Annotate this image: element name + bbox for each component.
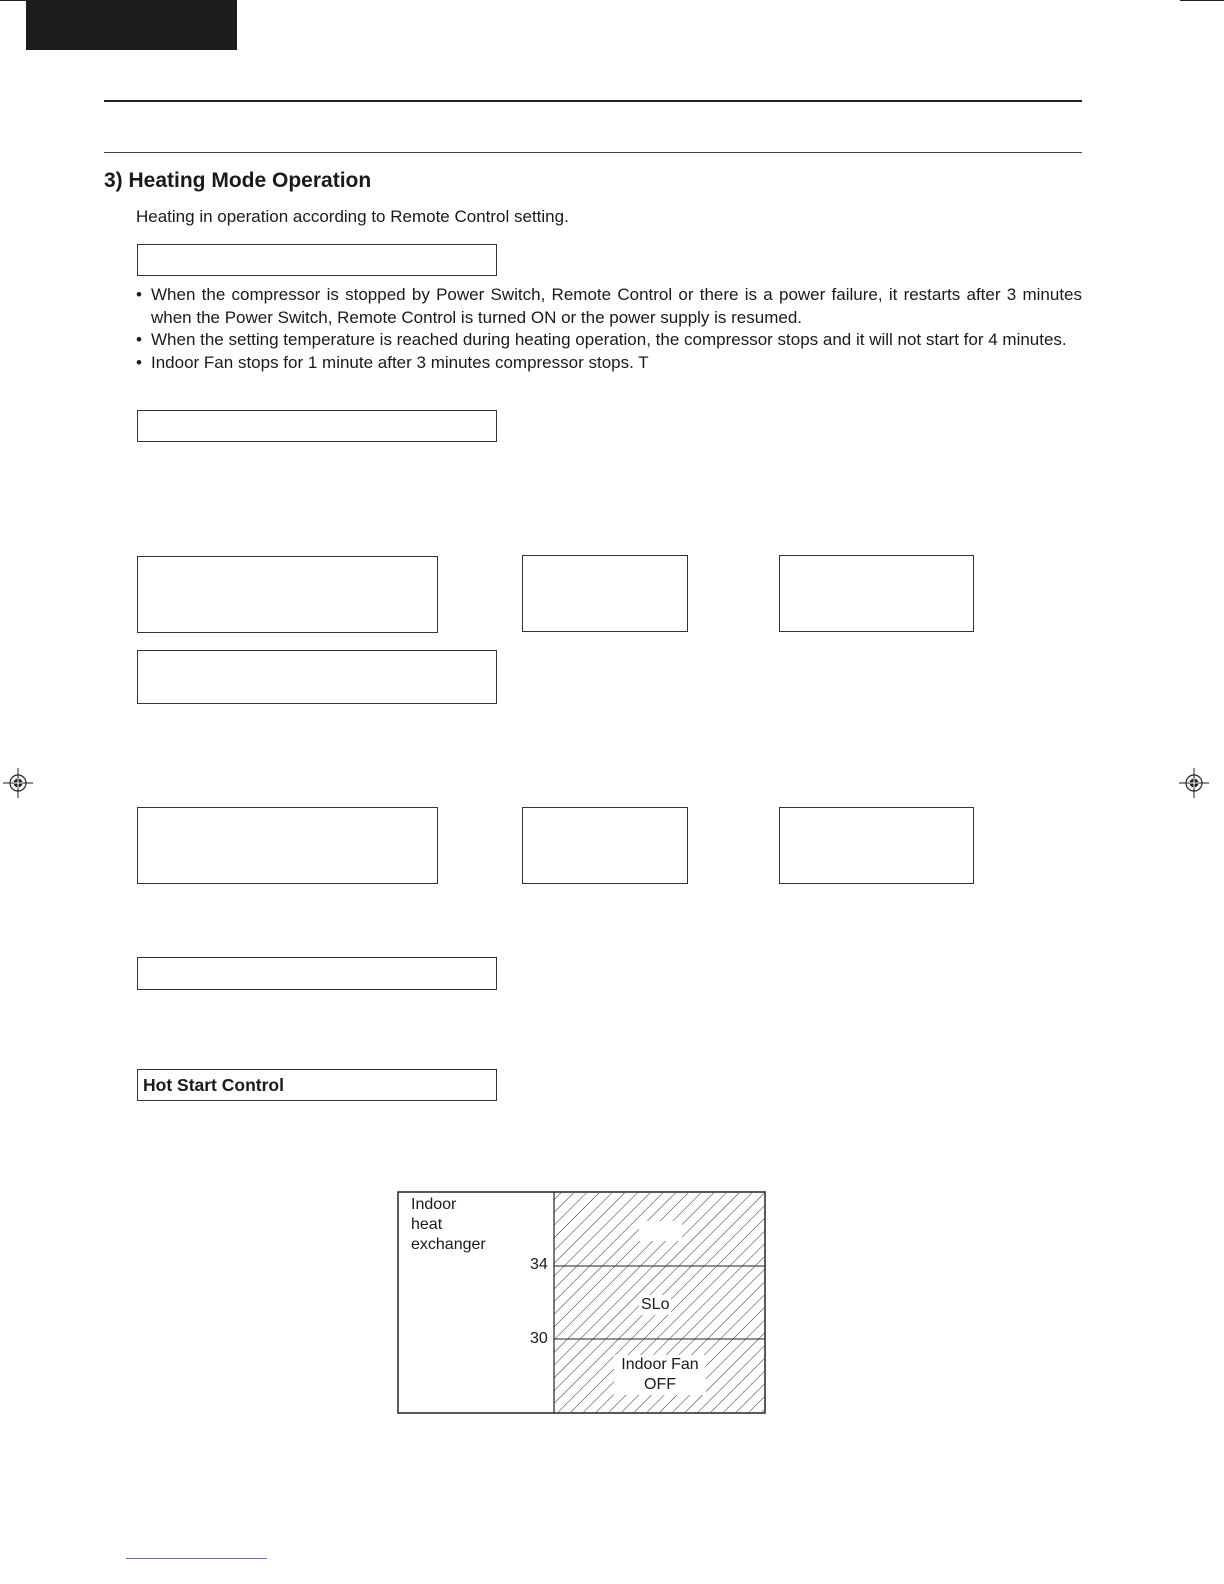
flow-box-1b	[522, 555, 688, 632]
threshold-label-30: 30	[530, 1330, 548, 1347]
header-tab-block	[26, 0, 237, 50]
bullet-list	[136, 284, 1082, 374]
zone-label-fan-off: Indoor Fan OFF	[614, 1355, 706, 1395]
flow-box-1c	[779, 555, 974, 632]
registration-mark-left-icon	[3, 768, 33, 798]
zone-label-slo: SLo	[641, 1296, 670, 1313]
flow-box-2b	[522, 807, 688, 884]
list-item: • When the compressor is stopped by Power Switch, Remote Control or there is a power failure, it restarts after 3 minutes when the Power Switch, Remote Control is turned ON or the power supply is resumed.	[136, 285, 1082, 327]
flow-box-1a	[137, 556, 438, 633]
crop-mark-left	[0, 0, 34, 1]
subheading-box-1	[137, 244, 497, 276]
bullet-mark: •	[136, 352, 142, 372]
section-heading: 3) Heating Mode Operation	[104, 169, 372, 192]
bullet-mark: •	[136, 285, 142, 304]
threshold-label-34: 34	[530, 1256, 548, 1273]
diagram-axis-label: Indoor heat exchanger	[411, 1196, 486, 1253]
header-rule	[104, 100, 1082, 102]
subheading-box-4	[137, 957, 497, 990]
footer-link-underline	[126, 1558, 267, 1559]
subheading-box-2	[137, 410, 497, 442]
registration-mark-right-icon	[1179, 768, 1209, 798]
section-rule	[104, 152, 1082, 153]
bullet-mark: •	[136, 330, 142, 349]
flow-box-2c	[779, 807, 974, 884]
section-intro: Heating in operation according to Remote Control setting.	[136, 207, 569, 226]
list-item: • Indoor Fan stops for 1 minute after 3 minutes compressor stops. T	[136, 352, 1082, 375]
flow-box-2a	[137, 807, 438, 884]
subheading-box-3	[137, 650, 497, 704]
list-item: • When the setting temperature is reached during heating operation, the compressor stops and it will not start for 4 minutes.	[136, 329, 1082, 352]
blank-zone-label	[639, 1221, 682, 1241]
crop-mark-right	[1180, 0, 1224, 1]
hot-start-title: Hot Start Control	[137, 1069, 497, 1101]
